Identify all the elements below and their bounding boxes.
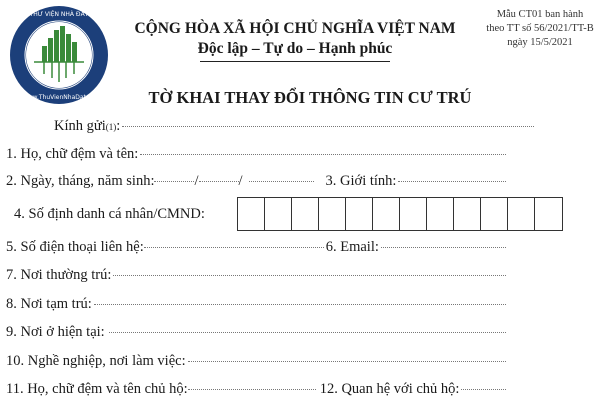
dob-day-input[interactable]: [154, 180, 194, 182]
occupation-input[interactable]: [188, 360, 506, 362]
svg-text:THƯ VIỆN NHÀ ĐẤT: THƯ VIỆN NHÀ ĐẤT: [29, 11, 89, 18]
id-digit-box[interactable]: [238, 198, 265, 230]
email-label: 6. Email:: [325, 239, 379, 255]
phone-input[interactable]: [144, 246, 324, 248]
id-digit-box[interactable]: [427, 198, 454, 230]
form-note-line: ngày 15/5/2021: [507, 37, 573, 48]
temporary-residence-label: 8. Nơi tạm trú:: [6, 296, 92, 312]
temporary-residence-input[interactable]: [94, 303, 506, 305]
email-input[interactable]: [381, 246, 506, 248]
national-title: CỘNG HÒA XÃ HỘI CHỦ NGHĨA VIỆT NAM: [134, 20, 456, 37]
temporary-residence-row: [6, 296, 506, 313]
current-residence-row: [6, 324, 506, 341]
id-digit-box[interactable]: [346, 198, 373, 230]
id-digit-box[interactable]: [373, 198, 400, 230]
permanent-residence-label: 7. Nơi thường trú:: [6, 267, 112, 283]
motto-underline: [200, 61, 390, 62]
recipient-label: Kính gửi: [54, 118, 106, 134]
form-title: TỜ KHAI THAY ĐỔI THÔNG TIN CƯ TRÚ: [148, 88, 472, 107]
id-digit-box[interactable]: [454, 198, 481, 230]
id-digit-box[interactable]: [508, 198, 535, 230]
phone-email-row: [6, 239, 506, 256]
id-number-label-row: [14, 206, 205, 223]
dob-year-input[interactable]: [249, 180, 314, 182]
dob-gender-row: 2. Ngày, tháng, năm sinh: / / 3. Giới tính:: [6, 173, 506, 190]
national-motto: Độc lập – Tự do – Hạnh phúc: [197, 40, 393, 57]
permanent-residence-input[interactable]: [113, 274, 506, 276]
full-name-row: [6, 146, 506, 163]
current-residence-input[interactable]: [109, 331, 506, 333]
form-note-line: theo TT số 56/2021/TT-B: [486, 23, 594, 34]
relationship-label: 12. Quan hệ với chủ hộ:: [319, 381, 460, 397]
occupation-row: [6, 353, 506, 370]
full-name-label: 1. Họ, chữ đệm và tên:: [6, 146, 139, 162]
form-note: [470, 8, 600, 50]
household-head-label: 11. Họ, chữ đệm và tên chủ hộ:: [6, 381, 188, 397]
national-header: [130, 20, 460, 62]
id-digit-box[interactable]: [265, 198, 292, 230]
recipient-row: Kính gửi (1) :: [54, 118, 534, 135]
id-number-boxes: [237, 197, 563, 231]
id-digit-box[interactable]: [292, 198, 319, 230]
id-number-label: 4. Số định danh cá nhân/CMND:: [14, 206, 205, 222]
dob-month-input[interactable]: [199, 180, 239, 182]
full-name-input[interactable]: [140, 153, 506, 155]
dob-label: 2. Ngày, tháng, năm sinh:: [6, 173, 155, 189]
permanent-residence-row: [6, 267, 506, 284]
gender-input[interactable]: [398, 180, 506, 182]
id-digit-box[interactable]: [319, 198, 346, 230]
occupation-label: 10. Nghề nghiệp, nơi làm việc:: [6, 353, 186, 369]
household-head-row: [6, 381, 506, 398]
recipient-input[interactable]: [122, 125, 534, 127]
household-head-input[interactable]: [188, 388, 316, 390]
form-note-line: Mẫu CT01 ban hành: [496, 9, 584, 20]
id-digit-box[interactable]: [481, 198, 508, 230]
relationship-input[interactable]: [461, 388, 506, 390]
svg-text:www.ThuVienNhaDat.vn: www.ThuVienNhaDat.vn: [22, 94, 96, 101]
id-digit-box[interactable]: [400, 198, 427, 230]
phone-label: 5. Số điện thoại liên hệ:: [6, 239, 144, 255]
current-residence-label: 9. Nơi ở hiện tại:: [6, 324, 105, 340]
gender-label: 3. Giới tính:: [325, 173, 397, 189]
footnote-marker: (1): [105, 122, 117, 132]
id-digit-box[interactable]: [535, 198, 562, 230]
